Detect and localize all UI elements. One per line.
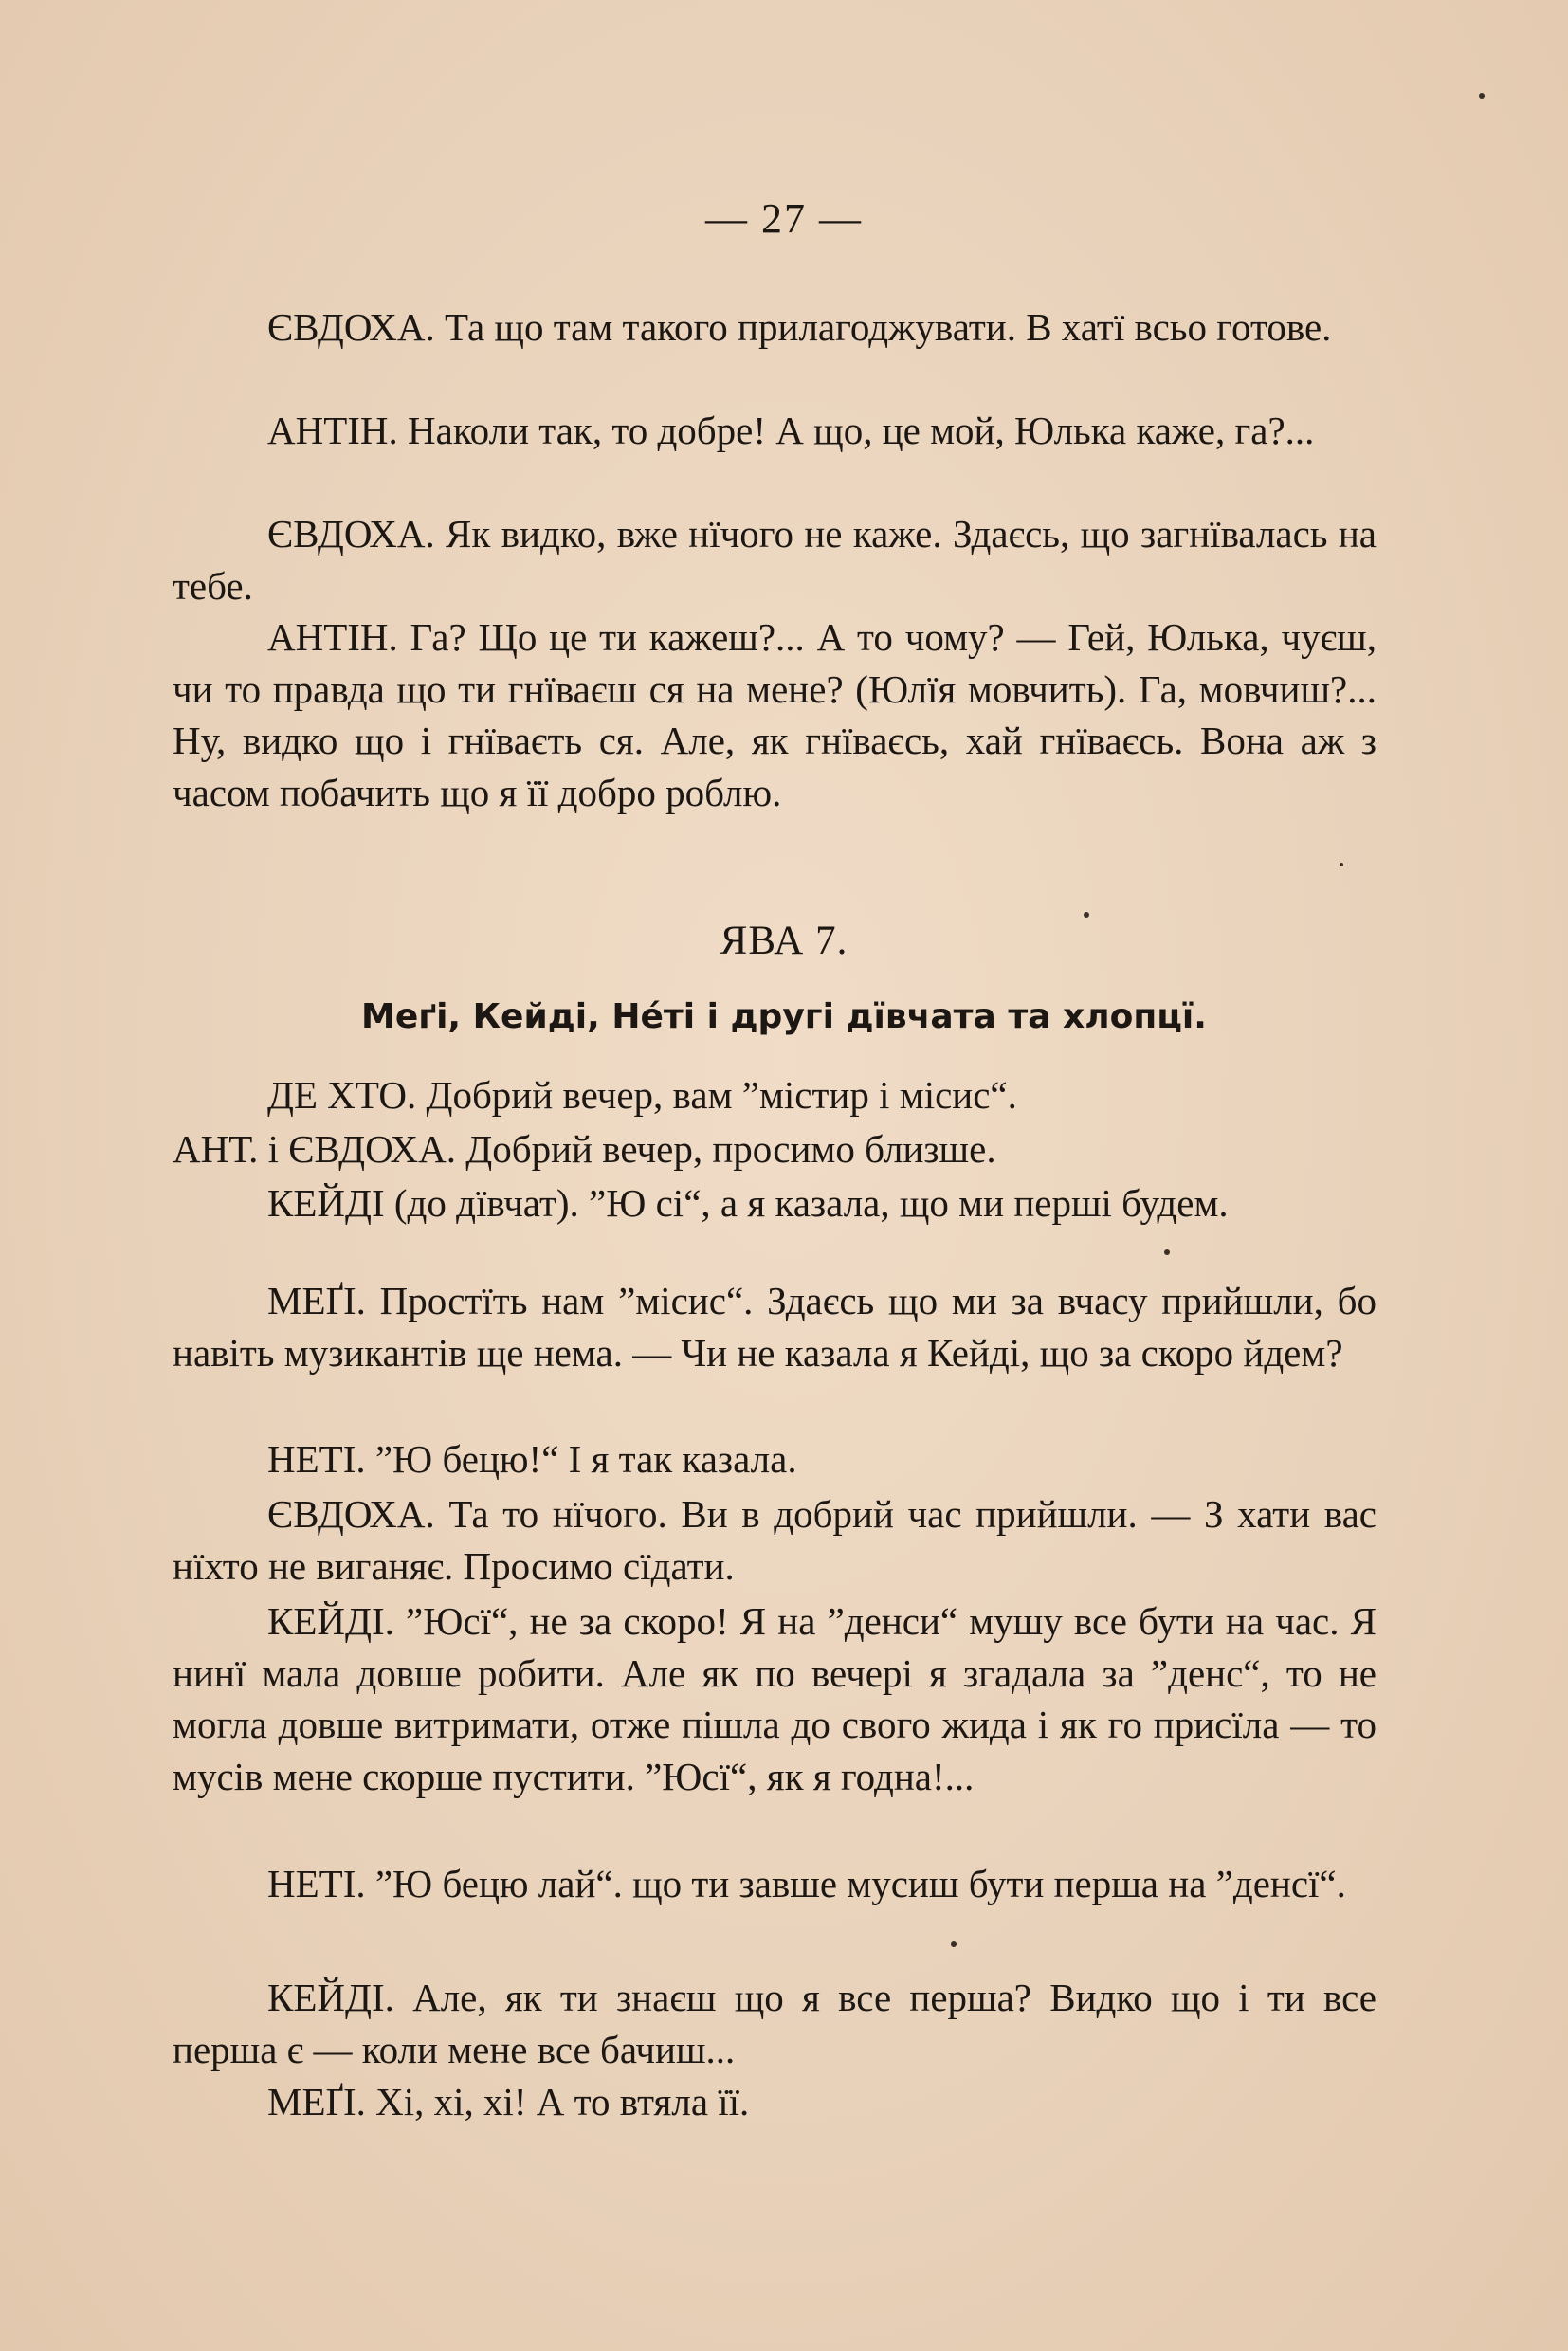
speaker-name: ДЕ ХТО. (267, 1073, 417, 1117)
speaker-name: АНТІН. (267, 409, 398, 452)
line-text: Та то нїчого. Ви в добрий час прийшли. — З хати вас нїхто не виганяє. Просимо сїдати. (173, 1492, 1377, 1588)
line-text: Добрий вечер, просимо близше. (456, 1127, 996, 1171)
dialogue-line (173, 1069, 1377, 1121)
dialogue-line (173, 1433, 1377, 1485)
dialogue-line (173, 1177, 1377, 1230)
speaker-name: НЕТІ. (267, 1437, 366, 1481)
dialogue-line (173, 405, 1377, 457)
speaker-name: НЕТІ. (267, 1862, 366, 1905)
dialogue-line (173, 1488, 1377, 1592)
dialogue-line (173, 1595, 1377, 1802)
dialogue-line (173, 508, 1377, 611)
dialogue-line (173, 1858, 1377, 1910)
paper-speck (1084, 912, 1089, 918)
line-text: Добрий вечер, вам ”містир і місис“. (416, 1073, 1017, 1117)
paper-speck (1479, 93, 1485, 99)
line-text: Наколи так, то добре! А що, це мой, Юлька каже, га?... (397, 409, 1315, 452)
speaker-name: КЕЙДІ. (267, 1976, 394, 2019)
speaker-name: ЄВДОХА. (267, 512, 435, 556)
speaker-name: КЕЙДІ (267, 1181, 385, 1225)
dialogue-line (173, 301, 1377, 354)
speaker-name: МЕҐІ. (267, 2080, 366, 2123)
line-text: Але, як ти знаєш що я все перша? Видко що і ти все перша є — коли мене все бачиш... (173, 1976, 1377, 2071)
line-text: Як видко, вже нїчого не каже. Здаєсь, що загнївалась на тебе. (173, 512, 1377, 608)
scene-title: ЯВА 7. (720, 919, 848, 963)
speaker-name: АНТ. і ЄВДОХА. (173, 1127, 456, 1171)
dialogue-line (173, 1123, 1377, 1176)
paper-speck (1164, 1249, 1170, 1255)
paper-speck (1340, 863, 1343, 866)
line-text: (до дївчат). ”Ю сі“, а я казала, що ми перші будем. (384, 1181, 1229, 1225)
scene-cast: Меґі, Кейді, Нéті і другі дївчата та хлопцї. (361, 997, 1207, 1036)
line-text: ”Юсї“, не за скоро! Я на ”денси“ мушу все бути на час. Я нинї мала довше робити. Але як по вечері я згадала за ”денс“, то не могла довше витримати, отже пішла до свого жида і як го присїла — то мусів мене скорше пустити. ”Юсї“, як я годна!... (173, 1599, 1377, 1798)
speaker-name: АНТІН. (267, 615, 398, 659)
line-text: Га? Що це ти кажеш?... А то чому? — Гей, Юлька, чуєш, чи то правда що ти гнїваєш ся на мене? (Юлїя мовчить). Га, мовчиш?... Ну, видко що і гнїваєть ся. Але, як гнїваєсь, хай гнїваєсь. Вона аж з часом побачить що я її добро роблю. (173, 615, 1377, 814)
dialogue-line (173, 2076, 1377, 2128)
speaker-name: МЕҐІ. (267, 1279, 366, 1322)
dialogue-line (173, 611, 1377, 818)
line-text: Хі, хі, хі! А то втяла її. (365, 2080, 750, 2123)
dialogue-line (173, 1972, 1377, 2075)
line-text: ”Ю бецю!“ І я так казала. (365, 1437, 797, 1481)
speaker-name: КЕЙДІ. (267, 1599, 394, 1643)
line-text: Простїть нам ”місис“. Здаєсь що ми за вчасу прийшли, бо навіть музикантів ще нема. — Чи не казала я Кейді, що за скоро йдем? (173, 1279, 1377, 1375)
line-text: Та що там такого прилагоджувати. В хатї всьо готове. (434, 305, 1332, 349)
page-number: — 27 — (705, 195, 863, 242)
speaker-name: ЄВДОХА. (267, 305, 435, 349)
line-text: ”Ю бецю лай“. що ти завше мусиш бути перша на ”денсї“. (365, 1862, 1346, 1905)
paper-speck (951, 1941, 957, 1947)
speaker-name: ЄВДОХА. (267, 1492, 435, 1536)
dialogue-line (173, 1275, 1377, 1378)
